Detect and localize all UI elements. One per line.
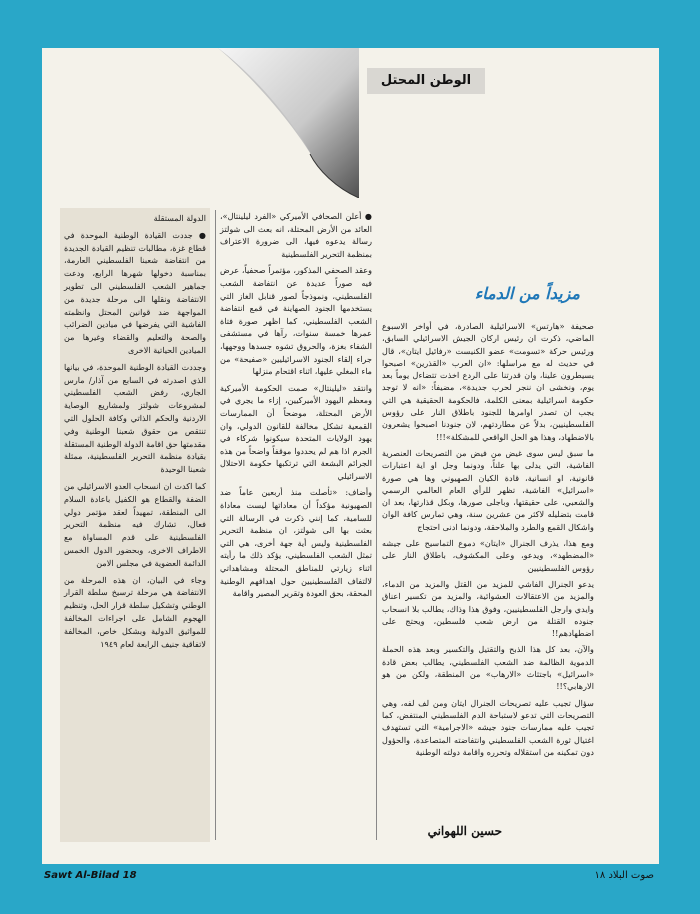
main-paragraph: ومع هذا، يذرف الجنرال «ايتان» دموع التماسيح على جيشه «المضطهد»، ويدعو، وعلى المكشوف، باطلاق النار على رؤوس الفلسطينيين [382, 538, 594, 573]
mid-paragraph: ● أعلن الصحافي الأميركي «الفرد ليلينتال»، العائد من الأرض المحتلة، انه بعث الى شولتز رسالة يدعوه فيها، الى ضرورة الاعتراف بمنظمة التحرير الفلسطينية [220, 211, 372, 259]
footer-page-number: صوت البلاد ١٨ [594, 870, 654, 881]
side-paragraph: وجددت القيادة الوطنية الموحدة، في بيانها الذي اصدرته في السابع من آذار/ مارس الجاري، رفض الشعب الفلسطيني لمشروعات شولتز ولمشاريع الوصاية الاردنية والحكم الذاتي وكافة الحلول التي تنتقص من حقوق شعبنا الوطنية وفي مقدمتها حق اقامة الدولة الوطنية المستقلة بقيادة منظمة التحرير الفلسطينية، ممثلة شعبنا الوحيدة [64, 361, 206, 475]
column-divider [376, 320, 377, 840]
author-signature: حسين اللهواني [427, 824, 502, 838]
mid-paragraph: وأضاف: «تأصلت منذ أربعين عاماً ضد الصهيونية مؤكداً أن معاداتها ليست معاداة للسامية، كما إنني ذكرت في الرسالة التي بعثت بها الى شولتز، ان منظمة التحرير الفلسطينية وليس أية جهة أخرى، هي التي تمثل الشعب الفلسطيني، يؤكد ذلك ما رأيته اثناء زيارتي للمناطق المحتلة ومشاهداتي لالتفاف الفلسطينيين حول اهدافهم الوطنية المحقة، بحق العودة وتقرير المصير واقامة [220, 487, 372, 599]
main-paragraph: ما سبق ليس سوى غيض من فيض من التصريحات العنصرية الفاشية، التي يدلى بها علناً، ودونما وجل او اية اعتبارات قانونية، او انسانية، قادة الكيان الصهيوني وها هي صورة «اسرائيل» الفاشية، تظهر للرأي العام العالمي الرسمي والشعبي، على حقيقتها، وباجلى صورها، وبكل قذارتها، بعد ان قامت بتضليله لاكثر من عشرين سنة، وهي تمارس كافة الوان واشكال القمع والطرد والملاحقة، ودونما ادنى احتجاج [382, 447, 594, 532]
footer-magazine-name: Sawt Al-Bilad 18 [44, 870, 137, 881]
side-paragraph: وجاء في البيان، ان هذه المرحلة من الانتفاضة هي مرحلة ترسيخ سلطة القرار الوطني وتشكيل سلطة قرار الحل، وتنظيم الهجوم الشامل على اجراءات المخالفة للمواثيق الدولية وبشكل خاص، المخالفة لاتفاقية جنيف الرابعة لعام ١٩٤٩ [64, 574, 206, 649]
column-divider [215, 210, 216, 840]
mid-paragraph: وانتقد «ليلينتال» صمت الحكومة الأميركية ومعظم اليهود الأميركيين، إزاء ما يجري في الأرض المحتلة، موضحاً أن الممارسات القمعية تشكل مخالفة للقانون الدولي، وان يهود الولايات المتحدة سيكونوا شركاء في الجرم اذا هم لم يحددوا موقفاً واضحاً من هذه الجرائم البشعة التي ترتكبها حكومة الاحتلال الاسرائيلي [220, 382, 372, 481]
main-paragraph: يدعو الجنرال الفاشي للمزيد من القتل والمزيد من الدماء، والمزيد من الاعتقالات العشوائية، والمزيد من تكسير اعناق وايدي وارجل الفلسطينيين، وفوق هذا وذاك، يطالب بلا انسحاب جنوده القتلة من ارض شعب فلسطين، ويحتج على اضطهادهم!! [382, 578, 594, 639]
main-article-column [382, 320, 594, 800]
article-headline: مزيداً من الدماء [474, 284, 580, 303]
main-paragraph: والآن، بعد كل هذا الذبح والتقتيل والتكسير وبعد هذه الحملة الدموية الظالمة ضد الشعب الفلسطيني، يطالب بعض قادة «اسرائيل» باجتثاث «الارهاب» من المنطقة، ولكن من هو الارهابي؟!! [382, 644, 594, 692]
mid-paragraph: وعقد الصحفي المذكور، مؤتمراً صحفياً، عرض فيه صوراً عديدة عن انتفاضة الشعب الفلسطيني، ونموذجاً لصور قنابل الغاز التي يستخدمها الجنود الصهاينة في قمع انتفاضة الشعب الفلسطيني، كما اظهر صورة فتاة عمرها خمسة سنوات، رآها في مستشفى الشفاء بغزة، والحروق تشوه جسدها ووجهها، جراء إلقاء الجنود الاسرائيليين «صفيحة» من ماء المغلي عليها، اثناء اقتحام منزلها [220, 265, 372, 377]
middle-news-column [220, 210, 372, 838]
side-news-column [60, 208, 210, 842]
main-paragraph: سؤال تجيب عليه تصريحات الجنرال ايتان ومن لف لفه، وهي التصريحات التي تدعو لاستباحة الدم الفلسطيني المنتفض، كما تجيب عليه ممارسات جنود جيشه «الاجرامية» التي تستهدف اغتيال ثورة الشعب الفلسطيني وانتفاضته المتصاعدة، والحؤول دون تمكينه من استقلاله وتحرره واقامة دولته الوطنية [382, 697, 594, 757]
section-label: الوطن المحتل [367, 68, 485, 94]
page-curl-graphic [218, 48, 359, 198]
main-paragraph: صحيفة «هارتس» الاسرائيلية الصادرة، في أواخر الاسبوع الماضي، ذكرت ان رئيس اركان الجيش الاسرائيلي السابق، ورئيس حركة «تسومت» عضو الكنيست «رفائيل ايتان»، قال في حديث له مع مراسلها: «ان العرب «القذرين» اصبحوا يسيطرون علينا، وان قدرتنا على الردع اخذت تتضاءل يوماً بعد يوم، ونخشى ان ننجر لحرب جديدة»، مضيفاً: «انه لا توجد حكومة اسرائيلية بمعنى الكلمة، فالحكومة الحقيقية هي التي يجب ان تصدر اوامرها للجنود باطلاق النار على رؤوس الفلسطينيين، بدلاً عن مطاردتهم، لان جنودنا اصبحوا يشعرون بالاضطهاد، وهذا هو الحل الواقعي للمشكلة»!!! [382, 321, 594, 442]
side-paragraph: ● جددت القيادة الوطنية الموحدة في قطاع غزة، مطالبات تنظيم القيادة الجديدة من انتفاضة شعبنا الفلسطيني العارمة، بمناسبة دخولها شهرها الرابع، ودعت جماهير الشعب الفلسطيني الى تطوير الانتفاضة ونقلها الى مرحلة جديدة من المواجهة ضد قوانين المحتل وانظمته الفاشية التي يفرضها في ميادين الضرائب والصحة والتعليم والقضاء وغيرها من الميادين الحياتية الاخرى [64, 229, 206, 355]
side-paragraph: الدولة المستقلة [153, 213, 206, 223]
side-paragraph: كما اكدت ان انسحاب العدو الاسرائيلي من الضفة والقطاع هو الكفيل باعادة السلام الى المنطقة، تمهيداً لعقد مؤتمر دولي فعال، تشارك فيه منظمة التحرير الفلسطينية على قدم المساواة مع الاطراف الاخرى، وبحضور الدول الخمس الدائمة العضوية في مجلس الامن [64, 480, 206, 568]
